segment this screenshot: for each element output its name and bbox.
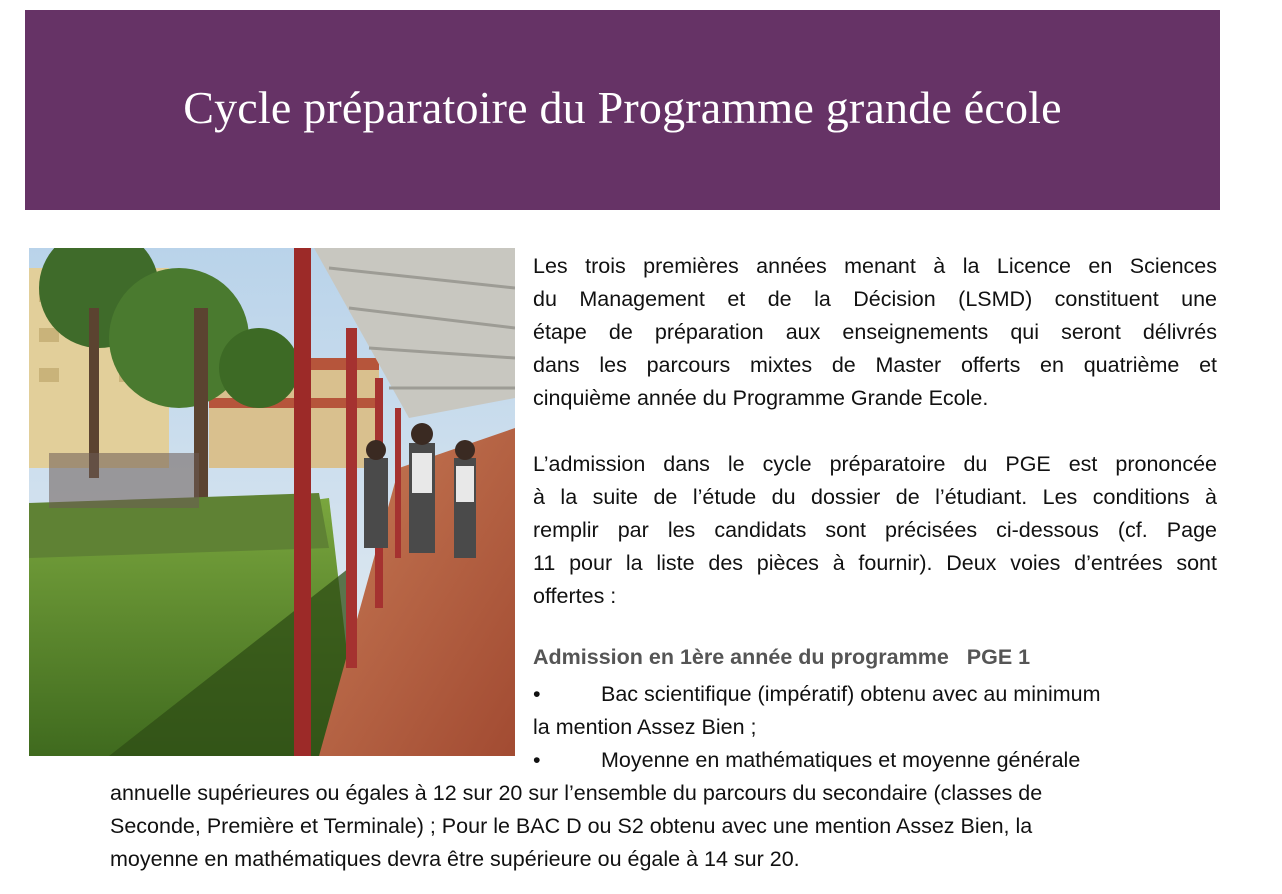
- intro-paragraph: [533, 250, 1217, 415]
- bullet-continuation: annuelle supérieures ou égales à 12 sur 20 sur l’ensemble du parcours du secondaire (classes de: [110, 781, 1043, 805]
- admission-line: à la suite de l’étude du dossier de l’étudiant. Les conditions à: [533, 485, 1217, 509]
- bullet-continuation: Seconde, Première et Terminale) ; Pour le BAC D ou S2 obtenu avec une mention Assez Bien, la: [110, 814, 1033, 838]
- admission-line: 11 pour la liste des pièces à fournir). Deux voies d’entrées sont: [533, 551, 1217, 575]
- intro-line: étape de préparation aux enseignements qui seront délivrés: [533, 320, 1217, 344]
- admission-line: offertes :: [533, 584, 617, 608]
- campus-photo-illustration: [29, 248, 515, 756]
- section-heading-tag: PGE 1: [966, 645, 1031, 669]
- admission-line: remplir par les candidats sont précisées ci-dessous (cf. Page: [533, 518, 1217, 542]
- admission-paragraph: [533, 448, 1217, 613]
- intro-line: Les trois premières années menant à la Licence en Sciences: [533, 254, 1217, 278]
- section-heading: [533, 645, 1030, 670]
- bullet-continuation: la mention Assez Bien ;: [533, 715, 757, 739]
- title-banner: [25, 10, 1220, 210]
- bullet-first-line: Moyenne en mathématiques et moyenne générale: [601, 748, 1081, 772]
- bullet-icon: •: [533, 682, 541, 706]
- section-heading-text: Admission en 1ère année du programme: [533, 645, 949, 669]
- bullet-item: [533, 678, 1217, 744]
- bullet-first-line: Bac scientifique (impératif) obtenu avec au minimum: [601, 682, 1101, 706]
- bullet-item: [533, 744, 1217, 777]
- bullet-continuation: moyenne en mathématiques devra être supérieure ou égale à 14 sur 20.: [110, 847, 800, 871]
- page-title: Cycle préparatoire du Programme grande école: [183, 81, 1062, 133]
- admission-line: L’admission dans le cycle préparatoire du PGE est prononcée: [533, 452, 1217, 476]
- campus-photo: [29, 248, 515, 756]
- intro-line: du Management et de la Décision (LSMD) constituent une: [533, 287, 1217, 311]
- bullet-icon: •: [533, 748, 541, 772]
- intro-line: cinquième année du Programme Grande Ecole.: [533, 386, 989, 410]
- bullet-continuation-block: [110, 777, 1180, 876]
- intro-line: dans les parcours mixtes de Master offerts en quatrième et: [533, 353, 1217, 377]
